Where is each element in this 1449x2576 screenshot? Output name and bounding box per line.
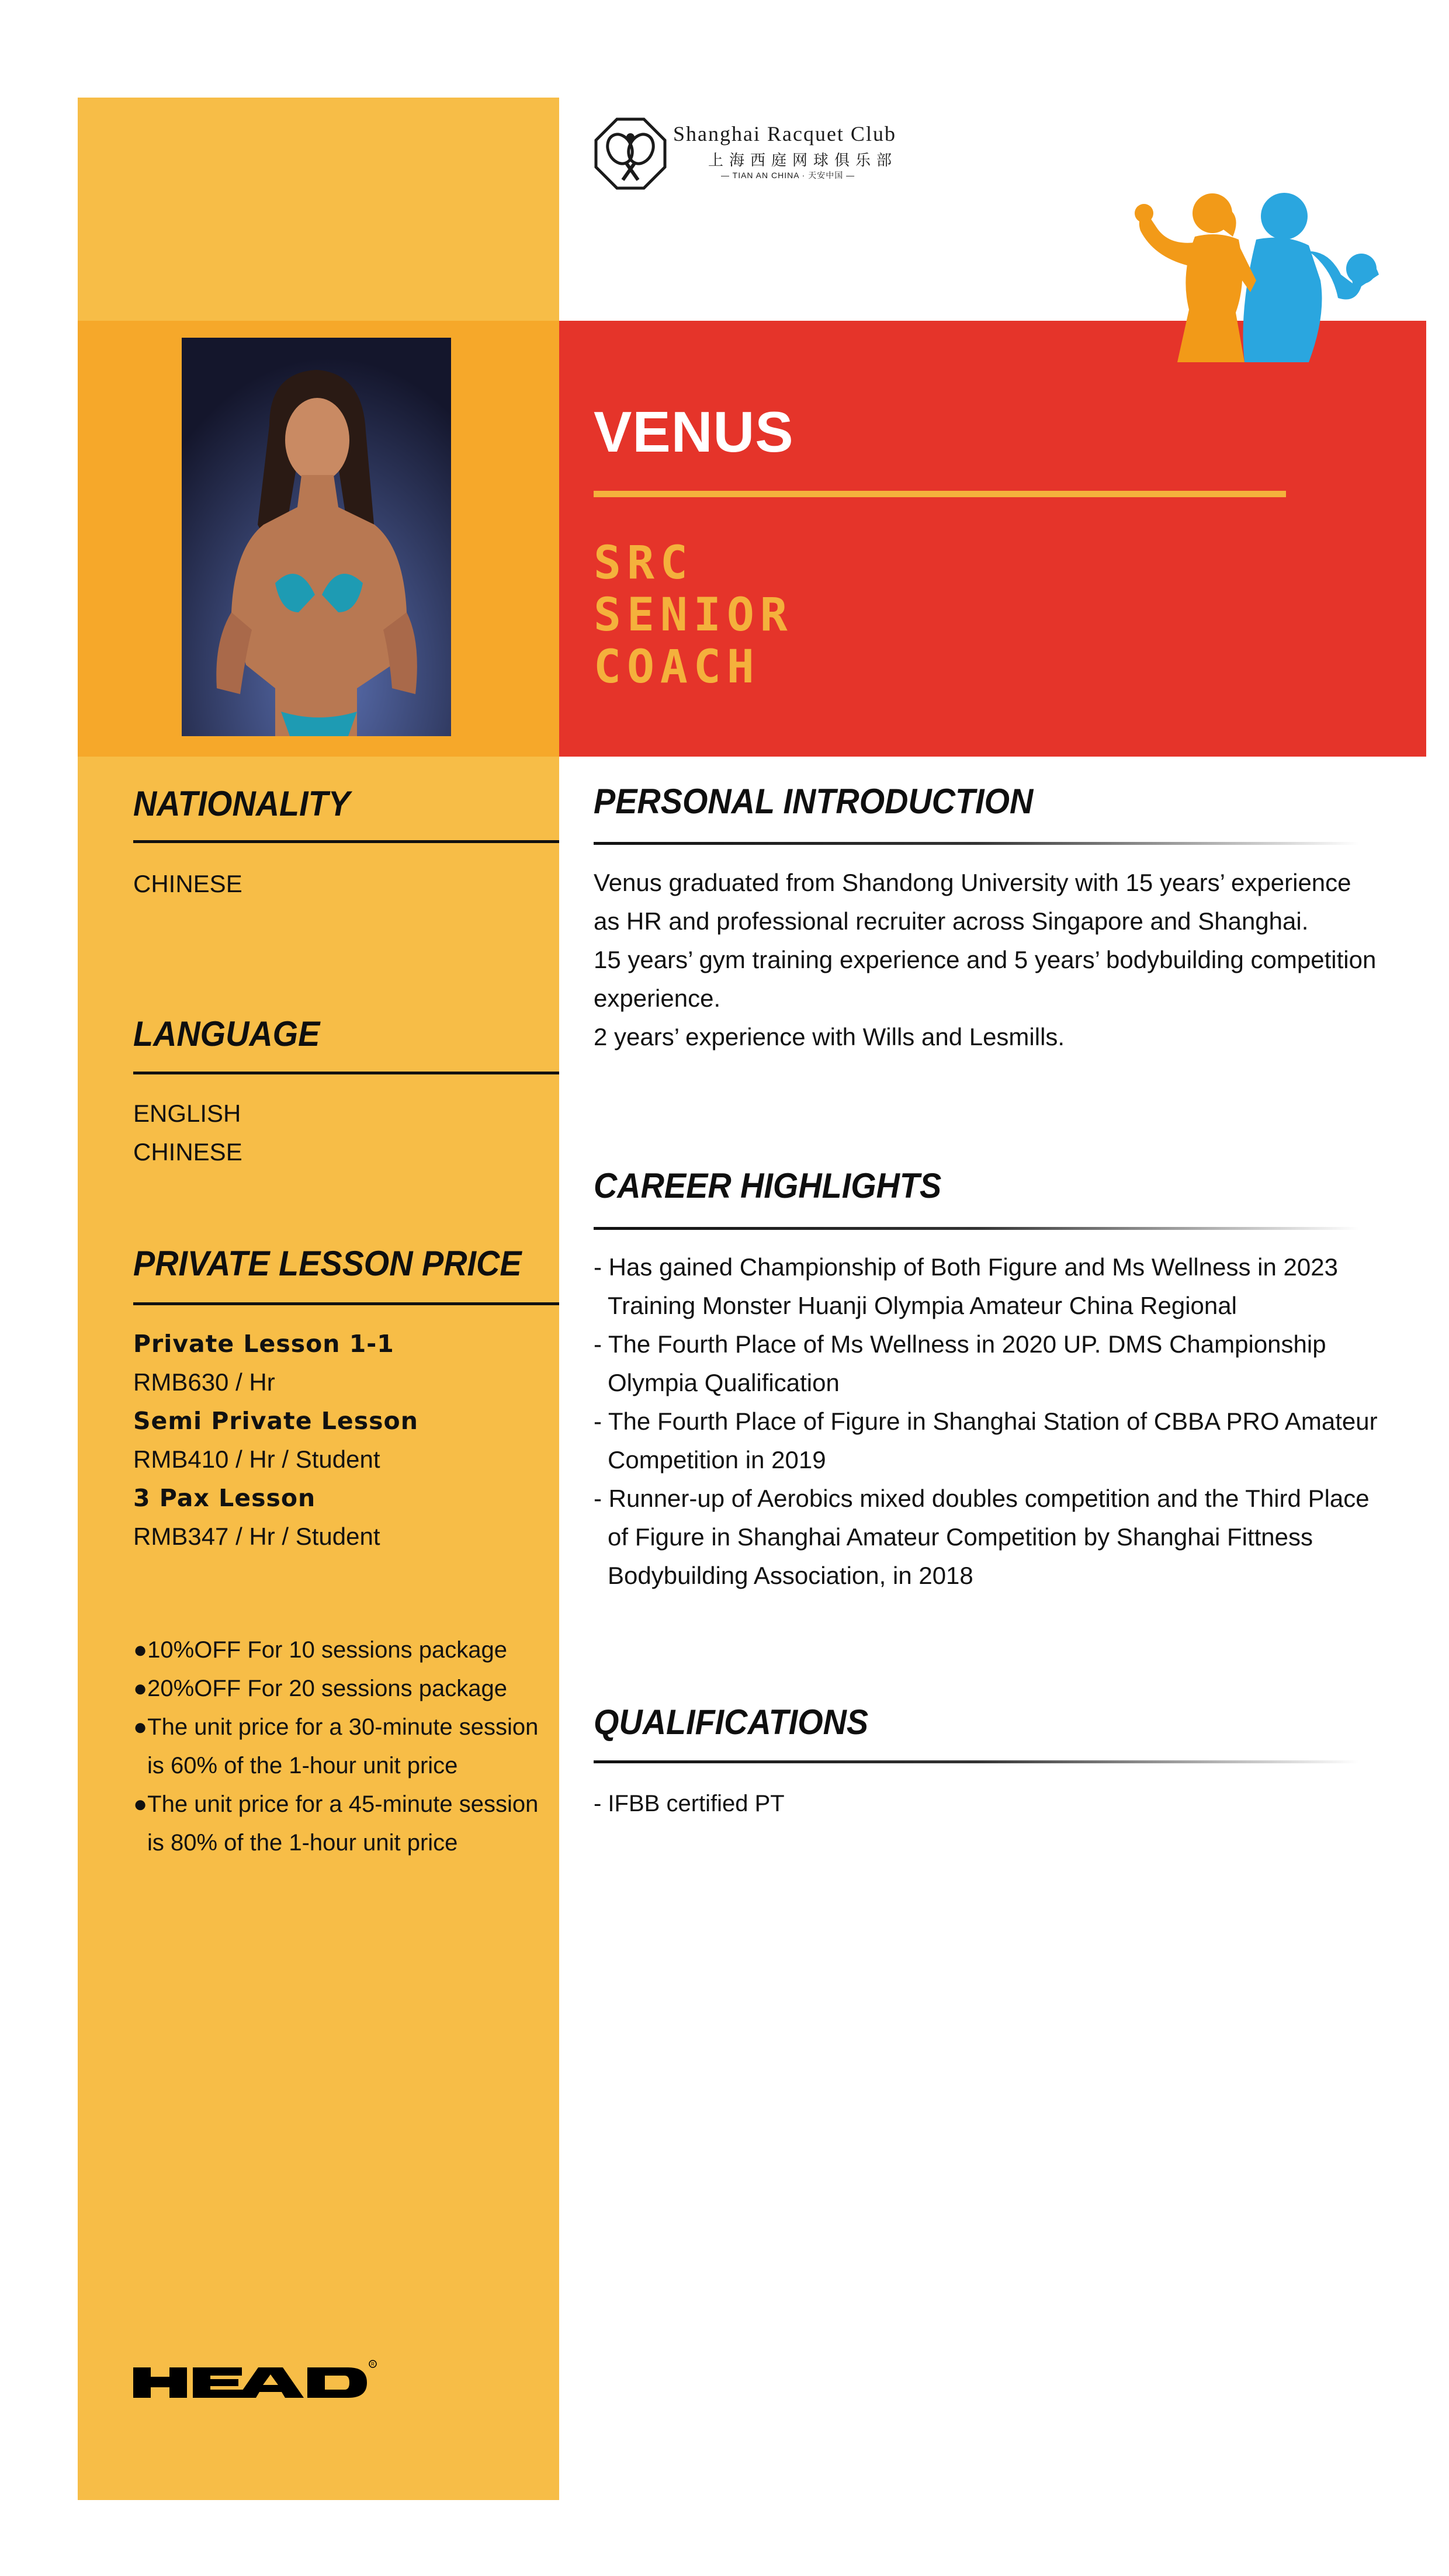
coach-photo: [182, 338, 451, 736]
qualification-item: - IFBB certified PT: [594, 1791, 785, 1816]
language-heading: LANGUAGE: [133, 1014, 320, 1053]
nationality-divider: [133, 840, 559, 843]
club-name-cn: 上海西庭网球俱乐部: [708, 151, 898, 169]
language-item: ENGLISH: [133, 1100, 241, 1127]
club-location: — TIAN AN CHINA · 天安中国 —: [721, 171, 855, 180]
career-item: - Has gained Championship of Both Figure and Ms Wellness in 2023: [594, 1253, 1338, 1281]
name-divider: [594, 491, 1286, 497]
pricing-note: ●10%OFF For 10 sessions package: [133, 1637, 507, 1663]
pricing-list: [133, 1325, 418, 1556]
introduction-divider: [594, 842, 1359, 845]
pricing-note: is 60% of the 1-hour unit price: [147, 1753, 458, 1778]
club-crest-icon: [594, 117, 667, 190]
lesson-name: Semi Private Lesson: [133, 1407, 418, 1435]
lesson-name: Private Lesson 1-1: [133, 1330, 394, 1358]
lesson-name: 3 Pax Lesson: [133, 1484, 316, 1512]
career-item: - The Fourth Place of Figure in Shanghai Station of CBBA PRO Amateur: [594, 1407, 1378, 1435]
pricing-heading: PRIVATE LESSON PRICE: [133, 1244, 522, 1283]
nationality-value: CHINESE: [133, 870, 242, 897]
svg-text:R: R: [371, 2362, 375, 2367]
pricing-divider: [133, 1302, 559, 1305]
language-item: CHINESE: [133, 1138, 242, 1166]
language-list: [133, 1094, 242, 1171]
coach-title-line-1: SRC: [594, 537, 694, 590]
club-name: Shanghai Racquet Club: [673, 122, 896, 145]
career-item: - Runner-up of Aerobics mixed doubles competition and the Third Place: [594, 1485, 1370, 1512]
coach-title-line-3: COACH: [594, 641, 760, 694]
pricing-notes: [133, 1631, 538, 1862]
career-divider: [594, 1227, 1359, 1230]
lesson-price: RMB410 / Hr / Student: [133, 1445, 380, 1473]
career-item: - The Fourth Place of Ms Wellness in 2020 UP. DMS Championship: [594, 1330, 1326, 1358]
pricing-note: ●20%OFF For 20 sessions package: [133, 1676, 507, 1701]
lesson-price: RMB347 / Hr / Student: [133, 1523, 380, 1550]
head-brand-logo: [133, 2359, 379, 2400]
coach-title-line-2: SENIOR: [594, 589, 793, 642]
career-heading: CAREER HIGHLIGHTS: [594, 1166, 942, 1205]
coach-name: VENUS: [594, 400, 794, 464]
lesson-price: RMB630 / Hr: [133, 1368, 275, 1396]
nationality-heading: NATIONALITY: [133, 784, 350, 823]
pricing-note: ●The unit price for a 45-minute session: [133, 1791, 539, 1817]
qualifications-divider: [594, 1760, 1359, 1763]
career-list: - Has gained Championship of Both Figure and Ms Wellness in 2023 Training Monster Huanji Olympia Amateur China Regional - The Fourth Place of Ms Wellness in 2020 UP. DMS Championship Olympia Qualification - The Fourth Place of Figure in Shanghai Station of CBBA PRO Amateur Competition in 2019 - Runner-up of Aerobics mixed doubles competition and the Third Place of Figure in Shanghai Amateur Competition by Shanghai Fittness Bodybuilding Association, in 2018: [594, 1248, 1378, 1595]
introduction-heading: PERSONAL INTRODUCTION: [594, 782, 1034, 821]
language-divider: [133, 1072, 559, 1074]
pricing-note: ●The unit price for a 30-minute session: [133, 1714, 539, 1740]
club-logo: [594, 116, 1003, 195]
qualifications-heading: QUALIFICATIONS: [594, 1703, 869, 1742]
fitness-figures-icon: [1133, 187, 1379, 362]
introduction-text: Venus graduated from Shandong University with 15 years’ experience as HR and professional recruiter across Singapore and Shanghai. 15 years’ gym training experience and 5 years’ bodybuilding competition experience. 2 years’ experience with Wills and Lesmills.: [594, 869, 1377, 1050]
pricing-note: is 80% of the 1-hour unit price: [147, 1830, 458, 1856]
qualifications-list: [594, 1784, 785, 1823]
